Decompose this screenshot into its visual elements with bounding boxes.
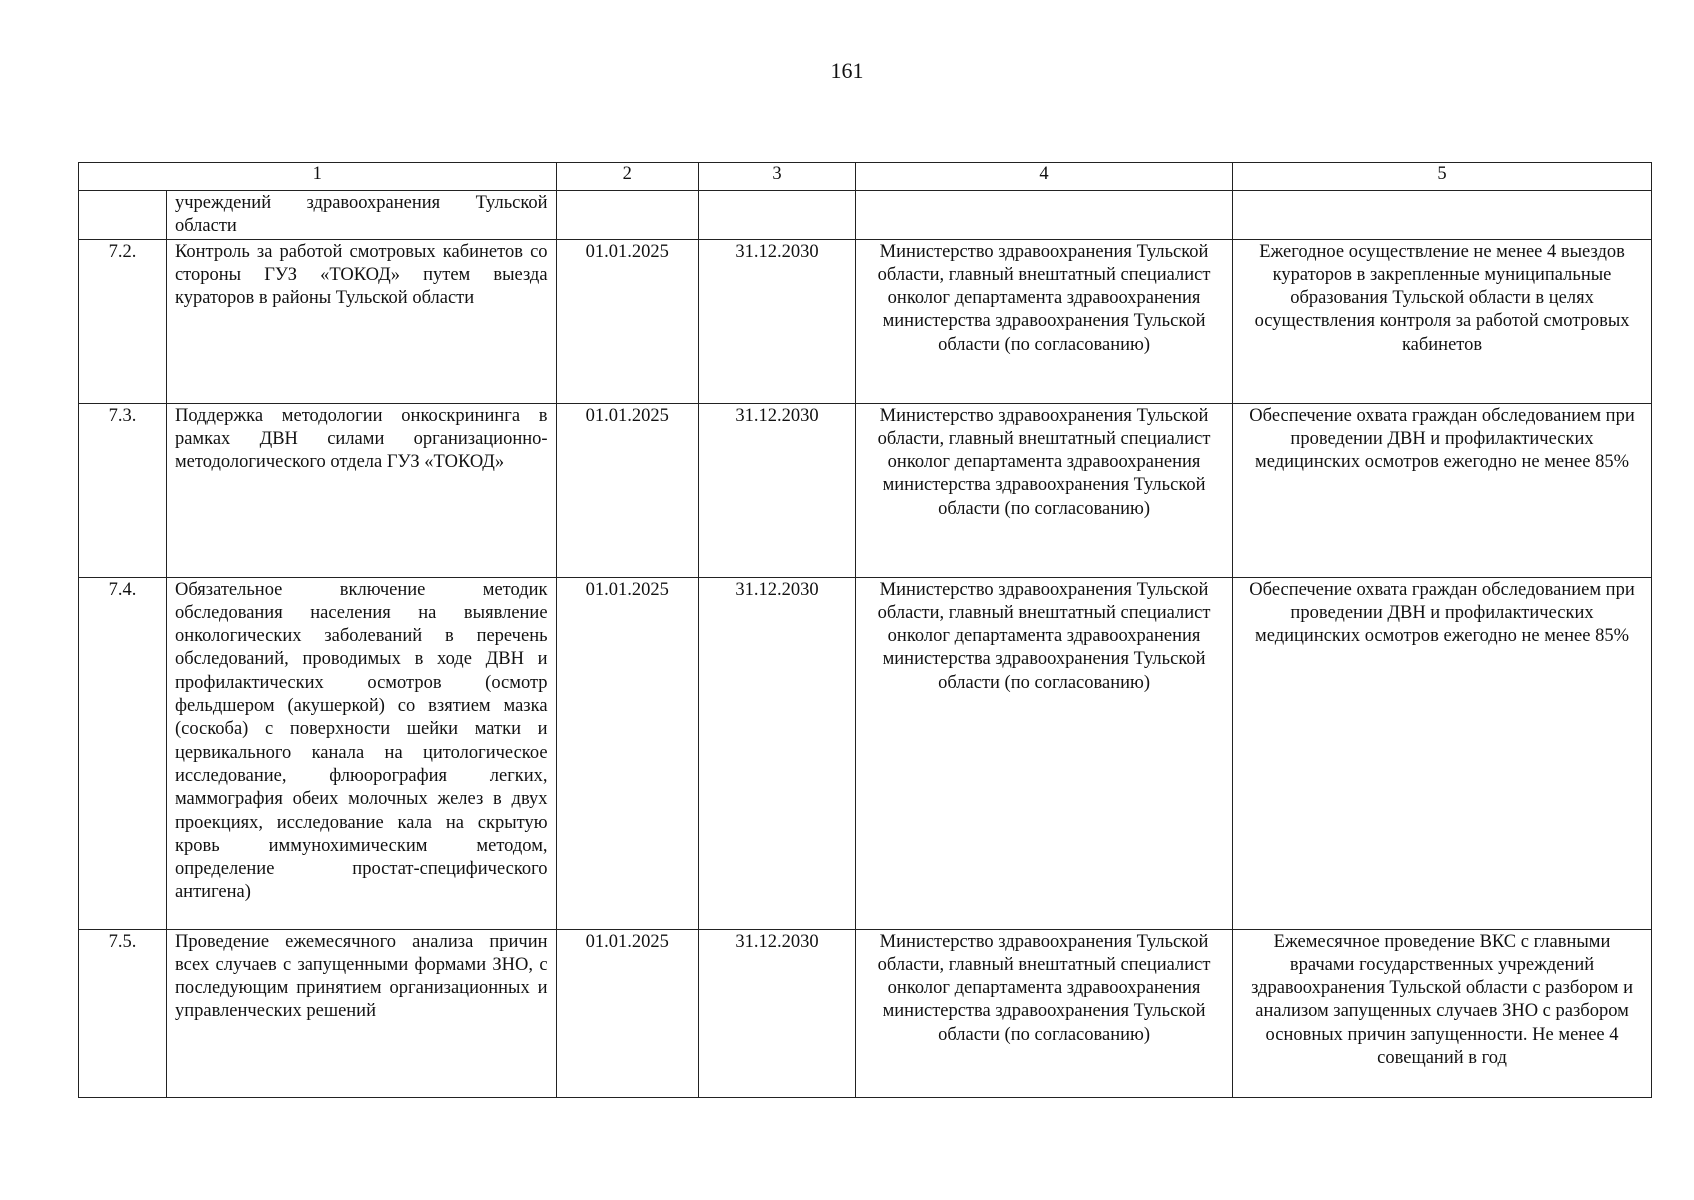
row-start-date: 01.01.2025 [556, 239, 698, 403]
row-description: Обязательное включение методик обследования населения на выявление онкологических заболеваний в перечень обследований, проводимых в ходе ДВН и профилактических осмотров (осмотр фельдшером (акушеркой) со взятием мазка (соскоба) с поверхности шейки матки и цервикального канала на цитологическое исследование, флюорография легких, маммография обеих молочных желез в двух проекциях, исследование кала на скрытую кровь иммунохимическим методом, определение простат-специфического антигена) [166, 577, 556, 929]
row-description: Поддержка методологии онкоскрининга в рамках ДВН силами организационно-методологического отдела ГУЗ «ТОКОД» [166, 403, 556, 577]
row-start-date: 01.01.2025 [556, 929, 698, 1097]
row-executor: Министерство здравоохранения Тульской области, главный внештатный специалист онколог департамента здравоохранения министерства здравоохранения Тульской области (по согласованию) [856, 403, 1233, 577]
column-number-row [79, 163, 1652, 191]
row-number-cell [79, 191, 167, 240]
row-result: Ежемесячное проведение ВКС с главными врачами государственных учреждений здравоохранения Тульской области с разбором и анализом запущенных случаев ЗНО с разбором основных причин запущенности. Не менее 4 совещаний в год [1233, 929, 1652, 1097]
row-end-date: 31.12.2030 [698, 577, 855, 929]
row-end-date [698, 191, 855, 240]
measures-table [78, 162, 1652, 1098]
row-end-date: 31.12.2030 [698, 239, 855, 403]
row-start-date: 01.01.2025 [556, 577, 698, 929]
table-row-continuation [79, 191, 1652, 240]
table-row [79, 239, 1652, 403]
column-header-5: 5 [1233, 163, 1652, 191]
column-header-1: 1 [79, 163, 557, 191]
column-header-3: 3 [698, 163, 855, 191]
row-result: Обеспечение охвата граждан обследованием при проведении ДВН и профилактических медицинских осмотров ежегодно не менее 85% [1233, 577, 1652, 929]
row-description: Проведение ежемесячного анализа причин всех случаев с запущенными формами ЗНО, с последующим принятием организационных и управленческих решений [166, 929, 556, 1097]
row-number: 7.4. [79, 577, 167, 929]
row-end-date: 31.12.2030 [698, 929, 855, 1097]
row-number: 7.5. [79, 929, 167, 1097]
table-row [79, 403, 1652, 577]
row-executor: Министерство здравоохранения Тульской области, главный внештатный специалист онколог департамента здравоохранения министерства здравоохранения Тульской области (по согласованию) [856, 577, 1233, 929]
row-number: 7.3. [79, 403, 167, 577]
table-row [79, 577, 1652, 929]
row-executor [856, 191, 1233, 240]
column-header-2: 2 [556, 163, 698, 191]
row-executor: Министерство здравоохранения Тульской области, главный внештатный специалист онколог департамента здравоохранения министерства здравоохранения Тульской области (по согласованию) [856, 929, 1233, 1097]
row-start-date: 01.01.2025 [556, 403, 698, 577]
row-executor: Министерство здравоохранения Тульской области, главный внештатный специалист онколог департамента здравоохранения министерства здравоохранения Тульской области (по согласованию) [856, 239, 1233, 403]
row-result: Обеспечение охвата граждан обследованием при проведении ДВН и профилактических медицинских осмотров ежегодно не менее 85% [1233, 403, 1652, 577]
row-result: Ежегодное осуществление не менее 4 выездов кураторов в закрепленные муниципальные образования Тульской области в целях осуществления контроля за работой смотровых кабинетов [1233, 239, 1652, 403]
row-number: 7.2. [79, 239, 167, 403]
row-result [1233, 191, 1652, 240]
page-number: 161 [830, 58, 864, 83]
row-description: Контроль за работой смотровых кабинетов со стороны ГУЗ «ТОКОД» путем выезда кураторов в районы Тульской области [166, 239, 556, 403]
row-description: учреждений здравоохранения Тульской области [166, 191, 556, 240]
column-header-4: 4 [856, 163, 1233, 191]
row-start-date [556, 191, 698, 240]
table-row [79, 929, 1652, 1097]
row-end-date: 31.12.2030 [698, 403, 855, 577]
